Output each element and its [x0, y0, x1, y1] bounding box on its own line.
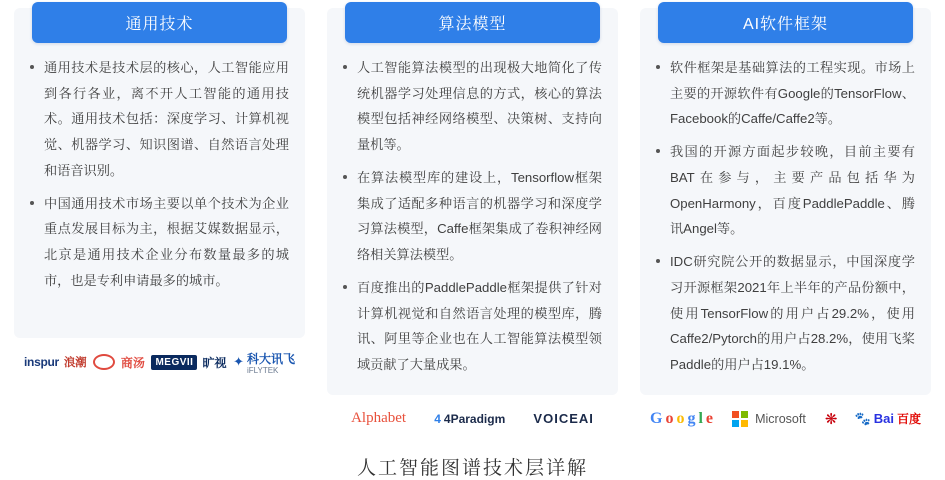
baidu-wordmark: Bai — [873, 411, 894, 427]
card-body-algorithm-model — [327, 49, 618, 378]
list-item: 我国的开源方面起步较晚，目前主要有BAT在参与，主要产品包括华为OpenHarmony，百度PaddlePaddle、腾讯Angel等。 — [668, 139, 915, 242]
microsoft-wordmark: Microsoft — [755, 411, 806, 426]
sensetime-mark-icon — [93, 354, 115, 370]
fourparadigm-mark-icon: 4 — [434, 411, 441, 426]
iflytek-wordmark: iFLYTEK — [246, 365, 279, 375]
list-item: 中国通用技术市场主要以单个技术为企业重点发展目标为主，根据艾媒数据显示，北京是通用技术企业分布数量最多的城市，也是专利申请最多的城市。 — [42, 191, 289, 294]
list-item: 百度推出的PaddlePaddle框架提供了针对计算机视觉和自然语言处理的模型库，腾讯、阿里等企业也在人工智能算法模型领域贡献了大量成果。 — [355, 275, 602, 378]
fourparadigm-wordmark: 4Paradigm — [443, 411, 506, 426]
sensetime-logo — [93, 354, 145, 371]
microsoft-logo — [732, 411, 806, 427]
huawei-logo — [825, 410, 836, 428]
sensetime-chinese-name: 商汤 — [120, 355, 145, 370]
baidu-paw-icon: 🐾 — [854, 410, 871, 426]
fourparadigm-logo — [434, 412, 505, 426]
inspur-wordmark: inspur — [24, 355, 59, 369]
card-title-algorithm-model: 算法模型 — [345, 2, 600, 43]
iflytek-star-icon: ✦ — [233, 354, 244, 369]
list-item: 人工智能算法模型的出现极大地简化了传统机器学习处理信息的方式，核心的算法模型包括神经网络模型、决策树、支持向量机等。 — [355, 55, 602, 158]
column-general-technology — [14, 8, 305, 439]
iflytek-chinese-name: 科大讯飞 — [246, 351, 295, 366]
inspur-logo — [24, 354, 86, 370]
list-item: 软件框架是基础算法的工程实现。市场上主要的开源软件有Google的TensorFlow、Facebook的Caffe/Caffe2等。 — [668, 55, 915, 132]
point-list — [24, 55, 289, 294]
baidu-logo — [855, 410, 921, 427]
card-body-general-technology — [14, 49, 305, 294]
column-algorithm-model — [327, 8, 618, 439]
card-title-ai-software-framework: AI软件框架 — [658, 2, 913, 43]
huawei-flower-icon: ❋ — [824, 410, 836, 428]
list-item: IDC研究院公开的数据显示，中国深度学习开源框架2021年上半年的产品份额中，使用TensorFlow的用户占29.2%，使用Caffe2/Pytorch的用户占28.2%，使用飞桨Paddle的用户占19.1%。 — [668, 249, 915, 378]
card-ai-software-framework — [640, 8, 931, 395]
google-logo: G o o g l e — [650, 409, 714, 427]
megvii-logo — [151, 354, 226, 371]
baidu-chinese-name: 百度 — [896, 412, 921, 427]
column-ai-software-framework — [640, 8, 931, 439]
logo-row-general-technology — [14, 338, 305, 382]
card-title-general-technology: 通用技术 — [32, 2, 287, 43]
megvii-wordmark: MEGVII — [151, 355, 197, 370]
list-item: 通用技术是技术层的核心，人工智能应用到各行各业，离不开人工智能的通用技术。通用技术包括：深度学习、计算机视觉、机器学习、知识图谱、自然语言处理和语音识别。 — [42, 55, 289, 184]
card-algorithm-model — [327, 8, 618, 395]
iflytek-logo — [233, 350, 295, 375]
voiceai-logo: VOICEAI — [533, 411, 594, 427]
point-list — [650, 55, 915, 378]
card-general-technology — [14, 8, 305, 338]
page-title: 人工智能图谱技术层详解 — [356, 457, 588, 479]
logo-row-ai-software-framework — [640, 395, 931, 439]
logo-row-algorithm-model — [327, 395, 618, 439]
point-list — [337, 55, 602, 378]
list-item: 在算法模型库的建设上，Tensorflow框架集成了适配多种语言的机器学习和深度学习算法模型，Caffe框架集成了卷积神经网络相关算法模型。 — [355, 165, 602, 268]
microsoft-squares-icon — [732, 411, 748, 427]
inspur-chinese-name: 浪潮 — [63, 357, 87, 369]
card-body-ai-software-framework — [640, 49, 931, 378]
alphabet-logo: Alphabet — [351, 410, 407, 427]
megvii-chinese-name: 旷视 — [202, 355, 227, 370]
